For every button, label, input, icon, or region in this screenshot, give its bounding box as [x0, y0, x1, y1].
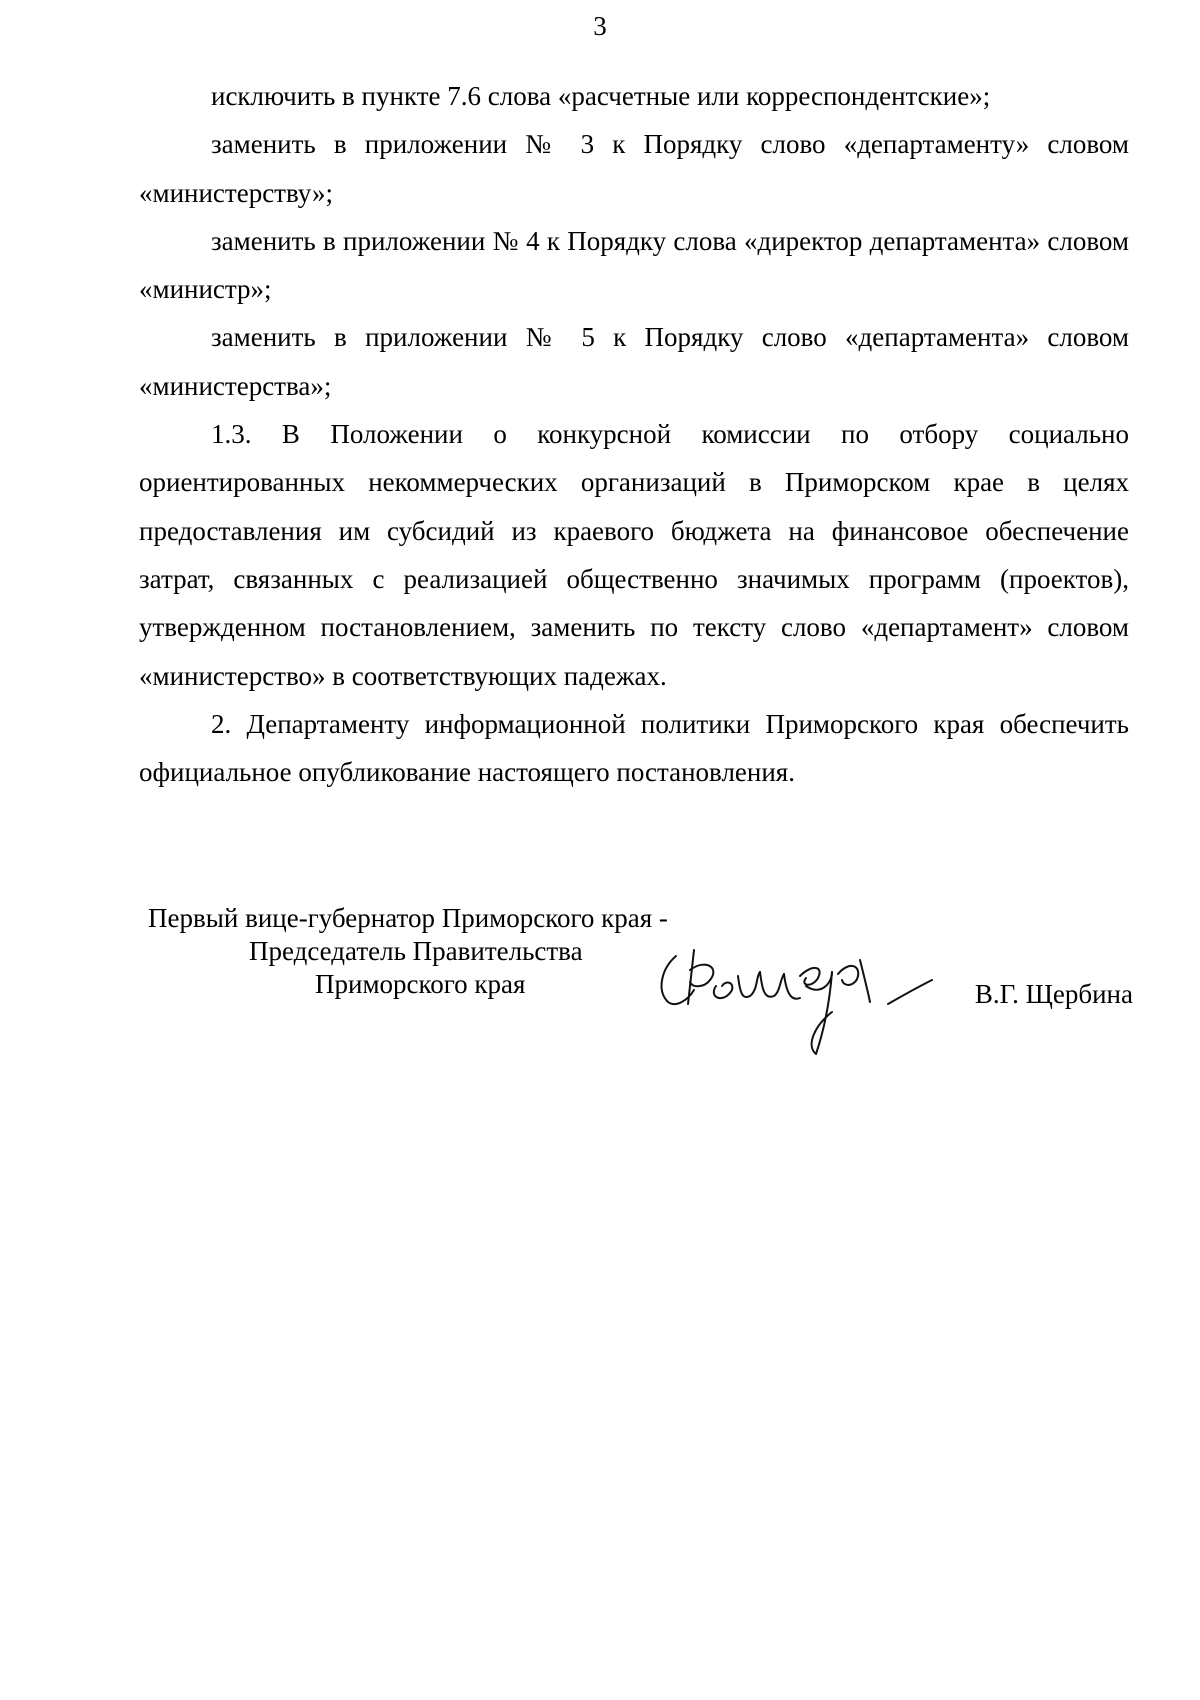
paragraph-clause-2: 2. Департаменту информационной политики Приморского края обеспечить официальное опубликование настоящего постановления.: [139, 708, 1129, 788]
paragraph-exclude-7-6: исключить в пункте 7.6 слова «расчетные или корреспондентские»;: [211, 81, 991, 111]
paragraph-appendix-5: заменить в приложении № 5 к Порядку слово «департамента» словом «министерства»;: [139, 322, 1129, 401]
position-line-1: Первый вице-губернатор Приморского края -: [148, 903, 668, 933]
position-line-2: Председатель Правительства: [249, 936, 583, 966]
handwritten-signature: [654, 946, 946, 1058]
document-body: [139, 72, 1129, 796]
page-number: 3: [593, 11, 607, 41]
signer-name: В.Г. Щербина: [974, 979, 1133, 1009]
position-line-3: Приморского края: [315, 969, 526, 999]
paragraph-appendix-4: заменить в приложении № 4 к Порядку слова «директор департамента» словом «министр»;: [139, 225, 1129, 305]
signatory-position: [148, 902, 738, 1001]
paragraph-clause-1-3: 1.3. В Положении о конкурсной комиссии по отбору социально ориентированных некоммерческих организаций в Приморском крае в целях предоставления им субсидий из краевого бюджета на финансовое обеспечение затрат, связанных с реализацией общественно значимых программ (проектов), утвержденном постановлением, заменить по тексту слово «департамент» словом «министерство» в соответствующих падежах.: [139, 419, 1129, 691]
paragraph-appendix-3: заменить в приложении № 3 к Порядку слово «департаменту» словом «министерству»;: [139, 129, 1129, 208]
